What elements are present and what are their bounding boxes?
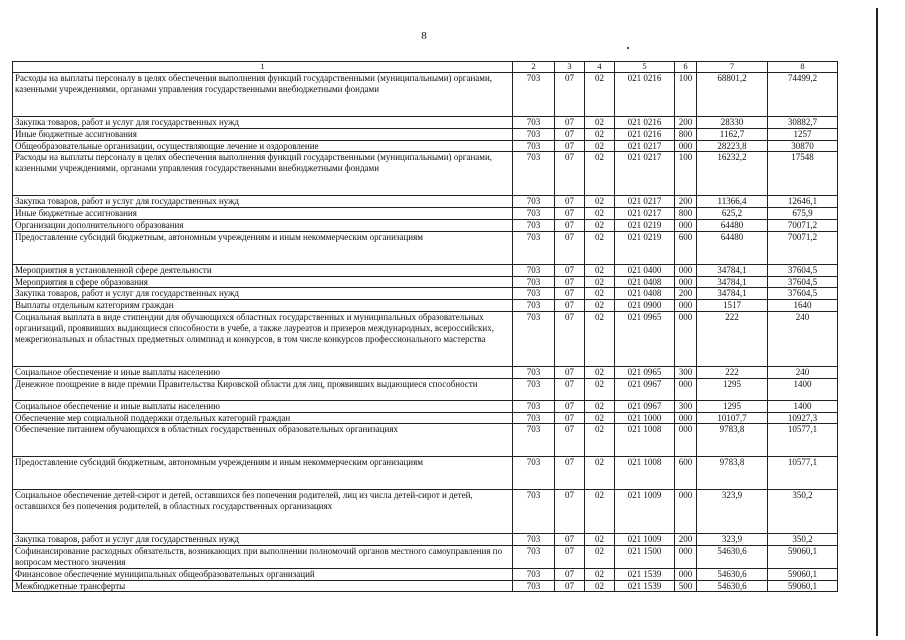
row-amount-year1-cell: 28223,8 — [697, 140, 768, 152]
row-expense-type-cell: 000 — [675, 276, 697, 288]
row-code-cell: 703 — [513, 457, 555, 490]
row-target-item-cell: 021 0219 — [615, 219, 675, 231]
row-target-item-cell: 021 1000 — [615, 412, 675, 424]
page-edge-line — [876, 8, 878, 636]
row-name-cell: Предоставление субсидий бюджетным, автономным учреждениям и иным некоммерческим организациям — [13, 231, 513, 264]
row-amount-year2-cell: 70071,2 — [768, 219, 838, 231]
table-row — [13, 568, 838, 580]
row-code-cell: 703 — [513, 140, 555, 152]
table-row — [13, 288, 838, 300]
row-subsection-cell: 02 — [585, 457, 615, 490]
row-name-cell: Социальное обеспечение и иные выплаты населению — [13, 400, 513, 412]
row-expense-type-cell: 000 — [675, 490, 697, 534]
row-section-cell: 07 — [555, 196, 585, 208]
column-header: 1 — [13, 62, 513, 73]
row-code-cell: 703 — [513, 534, 555, 546]
row-target-item-cell: 021 0217 — [615, 196, 675, 208]
row-section-cell: 07 — [555, 140, 585, 152]
row-subsection-cell: 02 — [585, 568, 615, 580]
row-subsection-cell: 02 — [585, 424, 615, 457]
row-expense-type-cell: 800 — [675, 128, 697, 140]
row-expense-type-cell: 000 — [675, 219, 697, 231]
row-name-cell: Мероприятия в установленной сфере деятельности — [13, 264, 513, 276]
row-section-cell: 07 — [555, 534, 585, 546]
table-row — [13, 196, 838, 208]
row-amount-year1-cell: 64480 — [697, 231, 768, 264]
row-amount-year2-cell: 37604,5 — [768, 288, 838, 300]
row-code-cell: 703 — [513, 424, 555, 457]
row-expense-type-cell: 000 — [675, 140, 697, 152]
row-code-cell: 703 — [513, 378, 555, 400]
page-number: 8 — [421, 30, 427, 42]
table-row — [13, 231, 838, 264]
budget-table — [12, 61, 838, 592]
row-target-item-cell: 021 1008 — [615, 457, 675, 490]
table-row — [13, 73, 838, 117]
row-section-cell: 07 — [555, 424, 585, 457]
row-name-cell: Иные бюджетные ассигнования — [13, 208, 513, 220]
row-expense-type-cell: 500 — [675, 580, 697, 592]
row-code-cell: 703 — [513, 546, 555, 569]
row-amount-year1-cell: 34784,1 — [697, 276, 768, 288]
table-row — [13, 378, 838, 400]
row-code-cell: 703 — [513, 231, 555, 264]
table-row — [13, 276, 838, 288]
row-amount-year1-cell: 1162,7 — [697, 128, 768, 140]
row-amount-year1-cell: 54630,6 — [697, 580, 768, 592]
row-expense-type-cell: 800 — [675, 208, 697, 220]
table-row — [13, 208, 838, 220]
column-header: 8 — [768, 62, 838, 73]
row-amount-year1-cell: 1295 — [697, 378, 768, 400]
row-subsection-cell: 02 — [585, 276, 615, 288]
column-header: 7 — [697, 62, 768, 73]
row-amount-year2-cell: 12646,1 — [768, 196, 838, 208]
table-row — [13, 490, 838, 534]
row-target-item-cell: 021 0967 — [615, 378, 675, 400]
row-section-cell: 07 — [555, 264, 585, 276]
table-header-row — [13, 62, 838, 73]
row-expense-type-cell: 000 — [675, 300, 697, 312]
row-amount-year1-cell: 68801,2 — [697, 73, 768, 117]
row-amount-year1-cell: 34784,1 — [697, 288, 768, 300]
row-amount-year2-cell: 70071,2 — [768, 231, 838, 264]
row-section-cell: 07 — [555, 117, 585, 129]
row-name-cell: Организации дополнительного образования — [13, 219, 513, 231]
table-row — [13, 264, 838, 276]
row-expense-type-cell: 000 — [675, 378, 697, 400]
row-target-item-cell: 021 1009 — [615, 490, 675, 534]
row-name-cell: Мероприятия в сфере образования — [13, 276, 513, 288]
row-amount-year2-cell: 10577,1 — [768, 457, 838, 490]
row-subsection-cell: 02 — [585, 580, 615, 592]
row-section-cell: 07 — [555, 128, 585, 140]
row-section-cell: 07 — [555, 546, 585, 569]
row-amount-year1-cell: 9783,8 — [697, 424, 768, 457]
row-subsection-cell: 02 — [585, 73, 615, 117]
column-header: 3 — [555, 62, 585, 73]
row-subsection-cell: 02 — [585, 152, 615, 196]
row-expense-type-cell: 200 — [675, 534, 697, 546]
row-target-item-cell: 021 0217 — [615, 208, 675, 220]
row-amount-year2-cell: 1640 — [768, 300, 838, 312]
row-expense-type-cell: 200 — [675, 288, 697, 300]
table-row — [13, 400, 838, 412]
row-target-item-cell: 021 1500 — [615, 546, 675, 569]
row-subsection-cell: 02 — [585, 400, 615, 412]
row-name-cell: Иные бюджетные ассигнования — [13, 128, 513, 140]
row-amount-year2-cell: 10577,1 — [768, 424, 838, 457]
table-row — [13, 117, 838, 129]
row-subsection-cell: 02 — [585, 534, 615, 546]
row-amount-year1-cell: 16232,2 — [697, 152, 768, 196]
column-header: 5 — [615, 62, 675, 73]
column-header: 2 — [513, 62, 555, 73]
row-amount-year2-cell: 1257 — [768, 128, 838, 140]
row-target-item-cell: 021 1539 — [615, 580, 675, 592]
row-amount-year1-cell: 222 — [697, 311, 768, 366]
table-row — [13, 457, 838, 490]
row-code-cell: 703 — [513, 264, 555, 276]
row-amount-year1-cell: 9783,8 — [697, 457, 768, 490]
row-subsection-cell: 02 — [585, 378, 615, 400]
row-amount-year2-cell: 240 — [768, 311, 838, 366]
row-subsection-cell: 02 — [585, 231, 615, 264]
row-amount-year2-cell: 59060,1 — [768, 546, 838, 569]
row-amount-year2-cell: 350,2 — [768, 490, 838, 534]
row-amount-year2-cell: 59060,1 — [768, 568, 838, 580]
row-code-cell: 703 — [513, 490, 555, 534]
row-subsection-cell: 02 — [585, 208, 615, 220]
row-expense-type-cell: 600 — [675, 457, 697, 490]
row-code-cell: 703 — [513, 400, 555, 412]
row-target-item-cell: 021 0965 — [615, 311, 675, 366]
column-header: 6 — [675, 62, 697, 73]
column-header: 4 — [585, 62, 615, 73]
row-section-cell: 07 — [555, 300, 585, 312]
row-amount-year2-cell: 30870 — [768, 140, 838, 152]
row-amount-year2-cell: 37604,5 — [768, 264, 838, 276]
row-name-cell: Обеспечение питанием обучающихся в областных государственных образовательных организациях — [13, 424, 513, 457]
row-name-cell: Софинансирование расходных обязательств, возникающих при выполнении полномочий органов местного самоуправления по вопросам местного значения — [13, 546, 513, 569]
row-amount-year1-cell: 64480 — [697, 219, 768, 231]
row-amount-year2-cell: 1400 — [768, 400, 838, 412]
row-expense-type-cell: 300 — [675, 366, 697, 378]
row-subsection-cell: 02 — [585, 264, 615, 276]
table-row — [13, 534, 838, 546]
table-row — [13, 219, 838, 231]
table-row — [13, 152, 838, 196]
row-subsection-cell: 02 — [585, 546, 615, 569]
row-name-cell: Межбюджетные трансферты — [13, 580, 513, 592]
row-code-cell: 703 — [513, 219, 555, 231]
table-row — [13, 366, 838, 378]
row-subsection-cell: 02 — [585, 219, 615, 231]
row-section-cell: 07 — [555, 490, 585, 534]
row-section-cell: 07 — [555, 276, 585, 288]
row-name-cell: Предоставление субсидий бюджетным, автономным учреждениям и иным некоммерческим организациям — [13, 457, 513, 490]
row-section-cell: 07 — [555, 412, 585, 424]
row-section-cell: 07 — [555, 231, 585, 264]
table-row — [13, 140, 838, 152]
row-section-cell: 07 — [555, 73, 585, 117]
row-amount-year1-cell: 222 — [697, 366, 768, 378]
row-subsection-cell: 02 — [585, 128, 615, 140]
row-amount-year1-cell: 28330 — [697, 117, 768, 129]
row-code-cell: 703 — [513, 366, 555, 378]
row-target-item-cell: 021 0408 — [615, 288, 675, 300]
row-code-cell: 703 — [513, 73, 555, 117]
table-row — [13, 300, 838, 312]
row-name-cell: Социальная выплата в виде стипендии для обучающихся областных государственных и муниципальных образовательных организаций, проявивших выдающиеся способности в учебе, а также лауреатов и призеров международных, всероссийских, межрегиональных и областных предметных олимпиад и конкурсов, в том числе конкурсов профессионального мастерства — [13, 311, 513, 366]
row-target-item-cell: 021 0967 — [615, 400, 675, 412]
row-code-cell: 703 — [513, 276, 555, 288]
row-target-item-cell: 021 1008 — [615, 424, 675, 457]
row-section-cell: 07 — [555, 311, 585, 366]
table-row — [13, 424, 838, 457]
scan-speck — [627, 47, 629, 49]
row-target-item-cell: 021 0216 — [615, 128, 675, 140]
row-code-cell: 703 — [513, 208, 555, 220]
row-name-cell: Обеспечение мер социальной поддержки отдельных категорий граждан — [13, 412, 513, 424]
row-name-cell: Закупка товаров, работ и услуг для государственных нужд — [13, 534, 513, 546]
row-expense-type-cell: 300 — [675, 400, 697, 412]
row-target-item-cell: 021 0217 — [615, 140, 675, 152]
row-subsection-cell: 02 — [585, 288, 615, 300]
row-name-cell: Расходы на выплаты персоналу в целях обеспечения выполнения функций государственными (муниципальными) органами, казенными учреждениями, органами управления государственными внебюджетными фондами — [13, 73, 513, 117]
row-name-cell: Расходы на выплаты персоналу в целях обеспечения выполнения функций государственными (муниципальными) органами, казенными учреждениями, органами управления государственными внебюджетными фондами — [13, 152, 513, 196]
row-expense-type-cell: 000 — [675, 264, 697, 276]
row-expense-type-cell: 000 — [675, 311, 697, 366]
row-target-item-cell: 021 1009 — [615, 534, 675, 546]
row-amount-year2-cell: 17548 — [768, 152, 838, 196]
row-section-cell: 07 — [555, 568, 585, 580]
row-code-cell: 703 — [513, 152, 555, 196]
row-amount-year1-cell: 1295 — [697, 400, 768, 412]
row-subsection-cell: 02 — [585, 196, 615, 208]
row-target-item-cell: 021 0216 — [615, 73, 675, 117]
row-expense-type-cell: 000 — [675, 424, 697, 457]
row-name-cell: Общеобразовательные организации, осуществляющие лечение и оздоровление — [13, 140, 513, 152]
row-name-cell: Социальное обеспечение детей-сирот и детей, оставшихся без попечения родителей, лиц из числа детей-сирот и детей, оставшихся без попечения родителей, в областных государственных организациях — [13, 490, 513, 534]
row-code-cell: 703 — [513, 311, 555, 366]
row-code-cell: 703 — [513, 568, 555, 580]
row-subsection-cell: 02 — [585, 490, 615, 534]
row-name-cell: Социальное обеспечение и иные выплаты населению — [13, 366, 513, 378]
row-target-item-cell: 021 0900 — [615, 300, 675, 312]
row-amount-year2-cell: 59060,1 — [768, 580, 838, 592]
row-target-item-cell: 021 0400 — [615, 264, 675, 276]
row-code-cell: 703 — [513, 300, 555, 312]
row-name-cell: Закупка товаров, работ и услуг для государственных нужд — [13, 196, 513, 208]
row-section-cell: 07 — [555, 208, 585, 220]
row-code-cell: 703 — [513, 117, 555, 129]
row-amount-year2-cell: 74499,2 — [768, 73, 838, 117]
row-expense-type-cell: 100 — [675, 152, 697, 196]
row-section-cell: 07 — [555, 457, 585, 490]
row-amount-year2-cell: 30882,7 — [768, 117, 838, 129]
row-amount-year1-cell: 625,2 — [697, 208, 768, 220]
row-amount-year2-cell: 675,9 — [768, 208, 838, 220]
row-subsection-cell: 02 — [585, 300, 615, 312]
row-amount-year1-cell: 323,9 — [697, 534, 768, 546]
row-code-cell: 703 — [513, 412, 555, 424]
row-target-item-cell: 021 0219 — [615, 231, 675, 264]
row-name-cell: Финансовое обеспечение муниципальных общеобразовательных организаций — [13, 568, 513, 580]
row-expense-type-cell: 200 — [675, 196, 697, 208]
table-row — [13, 311, 838, 366]
row-amount-year2-cell: 350,2 — [768, 534, 838, 546]
row-subsection-cell: 02 — [585, 366, 615, 378]
row-amount-year2-cell: 1400 — [768, 378, 838, 400]
row-amount-year1-cell: 11366,4 — [697, 196, 768, 208]
row-name-cell: Закупка товаров, работ и услуг для государственных нужд — [13, 117, 513, 129]
row-amount-year1-cell: 323,9 — [697, 490, 768, 534]
row-amount-year1-cell: 34784,1 — [697, 264, 768, 276]
row-expense-type-cell: 100 — [675, 73, 697, 117]
table-row — [13, 128, 838, 140]
row-target-item-cell: 021 0216 — [615, 117, 675, 129]
row-section-cell: 07 — [555, 288, 585, 300]
row-expense-type-cell: 000 — [675, 546, 697, 569]
row-section-cell: 07 — [555, 580, 585, 592]
row-amount-year1-cell: 54630,6 — [697, 546, 768, 569]
row-section-cell: 07 — [555, 378, 585, 400]
row-code-cell: 703 — [513, 128, 555, 140]
row-amount-year1-cell: 1517 — [697, 300, 768, 312]
row-code-cell: 703 — [513, 196, 555, 208]
row-name-cell: Закупка товаров, работ и услуг для государственных нужд — [13, 288, 513, 300]
table-row — [13, 580, 838, 592]
table-row — [13, 546, 838, 569]
row-subsection-cell: 02 — [585, 117, 615, 129]
row-section-cell: 07 — [555, 366, 585, 378]
row-subsection-cell: 02 — [585, 311, 615, 366]
row-code-cell: 703 — [513, 580, 555, 592]
row-subsection-cell: 02 — [585, 412, 615, 424]
row-expense-type-cell: 000 — [675, 568, 697, 580]
row-target-item-cell: 021 0217 — [615, 152, 675, 196]
row-expense-type-cell: 000 — [675, 412, 697, 424]
row-amount-year2-cell: 10927,3 — [768, 412, 838, 424]
row-code-cell: 703 — [513, 288, 555, 300]
row-section-cell: 07 — [555, 152, 585, 196]
row-target-item-cell: 021 1539 — [615, 568, 675, 580]
row-target-item-cell: 021 0408 — [615, 276, 675, 288]
row-name-cell: Выплаты отдельным категориям граждан — [13, 300, 513, 312]
row-amount-year1-cell: 10107,7 — [697, 412, 768, 424]
row-name-cell: Денежное поощрение в виде премии Правительства Кировской области для лиц, проявивших выдающиеся способности — [13, 378, 513, 400]
row-section-cell: 07 — [555, 219, 585, 231]
row-section-cell: 07 — [555, 400, 585, 412]
row-expense-type-cell: 600 — [675, 231, 697, 264]
row-expense-type-cell: 200 — [675, 117, 697, 129]
row-target-item-cell: 021 0965 — [615, 366, 675, 378]
table-row — [13, 412, 838, 424]
row-amount-year2-cell: 37604,5 — [768, 276, 838, 288]
row-amount-year1-cell: 54630,6 — [697, 568, 768, 580]
row-amount-year2-cell: 240 — [768, 366, 838, 378]
row-subsection-cell: 02 — [585, 140, 615, 152]
